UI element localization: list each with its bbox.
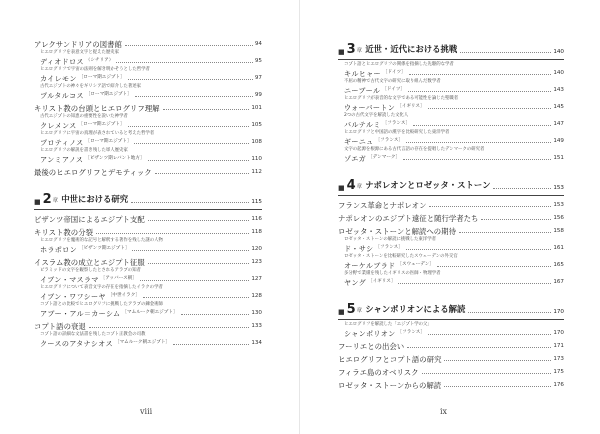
person-name: イブン・ワフシーヤ [40, 291, 106, 301]
person-row [40, 275, 262, 285]
person-region: ［マムルーク朝エジプト］ [114, 340, 171, 346]
person-name: ホラポロン [40, 244, 77, 254]
person-description: コプト語の詳細な文法書を残したコプト正教会の司教 [40, 332, 146, 337]
leader-dots [406, 248, 551, 250]
person-row [40, 57, 262, 67]
page-ref: 115 [251, 199, 262, 205]
toc-section-entry[interactable] [338, 353, 564, 366]
person-row [344, 86, 564, 96]
person-row [344, 329, 564, 339]
section-title: ナポレオンのエジプト遠征と随行学者たち [338, 213, 479, 223]
person-name: クースのアタナシオス [40, 338, 113, 348]
leader-dots [135, 95, 253, 97]
person-name: ディオドロス [40, 56, 84, 66]
toc-person-entry[interactable] [34, 68, 262, 84]
leader-dots [163, 108, 250, 110]
chapter-rule [34, 209, 262, 210]
person-row [344, 137, 564, 147]
person-row [40, 339, 262, 349]
leader-dots [403, 158, 551, 160]
leader-dots [128, 78, 253, 80]
toc-person-entry[interactable] [34, 149, 262, 165]
toc-person-entry[interactable] [34, 85, 262, 101]
leader-dots [406, 141, 551, 143]
leader-dots [173, 343, 249, 345]
person-region: ［中世イラク］ [107, 293, 140, 299]
person-description: ヒエログリフを解読した「エジプト学の父」 [344, 322, 432, 327]
person-row [40, 121, 262, 131]
page-ref: 170 [553, 329, 564, 336]
page-ref: 99 [254, 91, 262, 98]
page-ref: 145 [553, 103, 564, 110]
person-row [40, 74, 262, 84]
leader-dots [140, 279, 249, 281]
person-name: プルタルコス [40, 90, 84, 100]
person-row [344, 261, 564, 271]
person-name: ゾエガ [344, 153, 367, 163]
spacer [34, 179, 262, 188]
person-description: コプト語との比較でヒエログリフに挑戦したアラブの錬金術師 [40, 302, 163, 307]
person-row [40, 245, 262, 255]
leader-dots [422, 372, 552, 374]
person-description: 文字の起源を根源にある古代言語の存在を提唱したデンマークの研究者 [344, 147, 485, 152]
person-description: 2つの古代文字を解読した文化人 [344, 113, 409, 118]
section-title: コプト語の衰退 [34, 321, 86, 331]
page-number: viii [140, 407, 153, 416]
chapter-suffix: 章 [356, 308, 363, 314]
toc-section-entry[interactable] [338, 199, 564, 212]
toc-section-entry[interactable] [338, 366, 564, 379]
person-name: ド・サシ [344, 243, 374, 253]
leader-dots [125, 44, 253, 46]
section-title: ヒエログリフとコプト語の研究 [338, 354, 442, 364]
leader-dots [148, 219, 250, 221]
page-ref: 108 [251, 138, 262, 145]
toc-person-entry[interactable] [34, 51, 262, 67]
page-ref: 127 [251, 275, 262, 282]
person-region: ［フランス］ [375, 245, 403, 251]
leader-dots [131, 201, 249, 203]
section-title: イスラム教の成立とエジプト征服 [34, 257, 145, 267]
page-ref: 149 [553, 137, 564, 144]
person-region: ［ローマ期エジプト］ [78, 75, 125, 81]
person-description: ヒエログリフが表音的な文字である可能性を論じた聖職者 [344, 96, 459, 101]
chapter-heading[interactable] [34, 188, 262, 206]
person-region: ［ローマ期エジプト］ [78, 122, 125, 128]
toc-person-entry[interactable] [338, 63, 564, 79]
person-region: ［イギリス］ [397, 104, 425, 110]
chapter-rule [338, 319, 564, 320]
page-ref: 176 [553, 381, 564, 388]
leader-dots [481, 218, 551, 220]
leader-dots [444, 359, 551, 361]
page-ref: 167 [553, 278, 564, 285]
chapter-mark: ■ [338, 48, 345, 56]
section-title: 最後のヒエログリフとデモティック [34, 167, 152, 177]
page-ref: 143 [553, 86, 564, 93]
chapter-suffix: 章 [356, 48, 363, 54]
person-region: ［ビザンツ期レバント地方］ [85, 156, 145, 162]
leader-dots [468, 311, 551, 313]
person-name: イブン・マスラマ [40, 274, 99, 284]
toc-section-entry[interactable] [34, 166, 262, 179]
toc-person-entry[interactable] [338, 114, 564, 130]
page-ref: 134 [251, 339, 262, 346]
person-region: ［イギリス］ [367, 279, 396, 285]
person-region: ［ドイツ］ [382, 87, 406, 93]
section-title: アレクサンドリアの図書館 [34, 39, 122, 49]
section-title: フランス革命とナポレオン [338, 200, 427, 210]
person-region: ［マムルーク朝エジプト］ [122, 310, 178, 316]
person-description: ヒエログリフに宇宙の真理が表されていると考えた哲学者 [40, 131, 155, 136]
leader-dots [413, 124, 551, 126]
person-description: 古代エジプトの知恵の重要性を説いた神学者 [40, 114, 128, 119]
page-ref: 116 [251, 215, 262, 222]
toc-person-entry[interactable] [338, 255, 564, 271]
person-row [344, 103, 564, 113]
chapter-number: 2 [42, 192, 52, 207]
page-ref: 130 [251, 309, 262, 316]
person-description: コプト語とヒエログリフの関係を指摘した先駆的な学者 [344, 62, 454, 67]
person-row [40, 309, 262, 319]
leader-dots [148, 262, 250, 264]
person-name: ヤング [344, 277, 366, 287]
toc-section-entry[interactable] [34, 213, 262, 226]
toc-person-entry[interactable] [338, 80, 564, 96]
person-row [40, 155, 262, 165]
leader-dots [134, 142, 249, 144]
person-region: ［ローマ期エジプト］ [85, 92, 132, 98]
chapter-suffix: 章 [52, 198, 59, 204]
leader-dots [132, 249, 249, 251]
page-ref: 110 [251, 155, 262, 162]
page-ref: 133 [251, 322, 262, 329]
chapter-title: シャンポリオンによる解読 [365, 304, 466, 314]
chapter-rule [338, 195, 564, 196]
toc-person-entry[interactable] [34, 239, 262, 255]
chapter-title: 近世・近代における挑戦 [365, 44, 458, 54]
leader-dots [429, 205, 551, 207]
toc-person-entry[interactable] [338, 131, 564, 147]
person-description: 多分野で業績を残したイギリスの医師・物理学者 [344, 271, 441, 276]
toc-person-entry[interactable] [34, 303, 262, 319]
section-title: ロゼッタ・ストーンからの解読 [338, 380, 442, 390]
chapter-mark: ■ [34, 198, 41, 206]
leader-dots [116, 61, 253, 63]
person-name: オーケルブラド [344, 260, 396, 270]
page-ref: 118 [251, 228, 262, 235]
leader-dots [428, 107, 552, 109]
person-name: ギーニュ [344, 136, 374, 146]
page-ref: 171 [553, 342, 564, 349]
person-region: ［ローマ期エジプト］ [85, 139, 132, 145]
leader-dots [444, 385, 551, 387]
page-ref: 158 [553, 227, 564, 234]
page-ref: 94 [254, 40, 262, 47]
person-row [40, 91, 262, 101]
toc-person-entry[interactable] [338, 323, 564, 339]
chapter-heading[interactable] [338, 38, 564, 56]
person-description: ヒエログリフを表意文字と捉えた歴史家 [40, 50, 120, 55]
person-name: ニーブール [344, 85, 381, 95]
person-description: 古代エジプトの神々をギリシア語で紹介した著述家 [40, 84, 141, 89]
chapter-number: 4 [346, 178, 356, 193]
page-number: ix [440, 407, 448, 416]
toc-person-entry[interactable] [338, 97, 564, 113]
person-name: バルテルミ [344, 119, 381, 129]
person-name: カイレモン [40, 73, 77, 83]
page-ref: 140 [553, 49, 564, 55]
page-ref: 128 [251, 292, 262, 299]
leader-dots [460, 51, 551, 53]
page-ref: 161 [553, 244, 564, 251]
page-ref: 156 [553, 214, 564, 221]
person-region: ［ドイツ］ [382, 70, 406, 76]
person-region: ［デンマーク］ [368, 155, 401, 161]
person-row [344, 278, 564, 288]
person-row [40, 292, 262, 302]
leader-dots [155, 172, 250, 174]
person-row [344, 69, 564, 79]
chapter-rule [338, 59, 564, 60]
person-region: （シチリア） [85, 58, 114, 64]
page-ref: 170 [553, 309, 564, 315]
page-ref: 147 [553, 120, 564, 127]
leader-dots [181, 313, 250, 315]
chapter-mark: ■ [338, 184, 345, 192]
spacer [338, 165, 564, 174]
page-ref: 105 [251, 121, 262, 128]
page-ref: 165 [553, 261, 564, 268]
page-ref: 153 [553, 185, 564, 191]
page-ref: 120 [251, 245, 262, 252]
person-row [344, 120, 564, 130]
person-description: ヒエログリフを魔術的な記号と解釈する著作を残した謎の人物 [40, 238, 163, 243]
person-name: キルヒャー [344, 68, 381, 78]
leader-dots [143, 296, 249, 298]
page-ref: 173 [553, 355, 564, 362]
toc-person-entry[interactable] [34, 333, 262, 349]
section-title: キリスト教の分裂 [34, 227, 93, 237]
chapter-heading[interactable] [338, 174, 564, 192]
section-title: フーリエとの出会い [338, 341, 405, 351]
page-ref: 101 [251, 104, 262, 111]
section-title: フィラエ島のオベリスク [338, 367, 419, 377]
person-description: ロゼッタ・ストーンの解読に挑戦した東洋学者 [344, 237, 437, 242]
person-region: ［ビザンツ期エジプト］ [78, 246, 130, 252]
right-page [300, 0, 600, 434]
leader-dots [408, 90, 551, 92]
leader-dots [398, 282, 551, 284]
person-row [344, 154, 564, 164]
person-row [344, 244, 564, 254]
person-region: ［アッバース朝］ [100, 276, 137, 282]
person-name: プロティノス [40, 137, 84, 147]
leader-dots [96, 232, 249, 234]
toc-person-entry[interactable] [34, 286, 262, 302]
leader-dots [128, 125, 250, 127]
chapter-number: 3 [346, 42, 356, 57]
section-title: ビザンツ帝国によるエジプト支配 [34, 214, 145, 224]
chapter-mark: ■ [338, 308, 345, 316]
person-description: ヒエログリフと中国語の漢字を比較研究した東洋学者 [344, 130, 450, 135]
person-description: ピラミッドの文字を観察したとされるアラブの知者 [40, 268, 141, 273]
person-region: ［フランス］ [397, 330, 425, 336]
leader-dots [89, 326, 250, 328]
page-ref: 175 [553, 368, 564, 375]
leader-dots [437, 265, 551, 267]
section-title: キリスト教の台頭とヒエログリフ理解 [34, 103, 160, 113]
chapter-number: 5 [346, 302, 356, 317]
chapter-heading[interactable] [338, 298, 564, 316]
person-name: ウォーバートン [344, 102, 396, 112]
leader-dots [409, 73, 552, 75]
person-name: アブー・アル＝カーシム [40, 308, 121, 318]
toc-section-entry[interactable] [338, 379, 564, 392]
chapter-suffix: 章 [356, 184, 363, 190]
page-ref: 123 [251, 258, 262, 265]
toc-person-entry[interactable] [338, 238, 564, 254]
spacer [338, 289, 564, 298]
page-ref: 112 [251, 168, 262, 175]
leader-dots [428, 333, 551, 335]
leader-dots [493, 187, 551, 189]
person-description: ヒエログリフで宇宙の法則を解き明かそうとした哲学者 [40, 67, 150, 72]
left-toc-column [34, 38, 262, 350]
toc-person-entry[interactable] [34, 132, 262, 148]
page-ref: 153 [553, 201, 564, 208]
person-description: ヒエログリフの解説を書き残した軍人歴史家 [40, 148, 128, 153]
page-ref: 151 [553, 154, 564, 161]
toc-person-entry[interactable] [34, 269, 262, 285]
leader-dots [459, 231, 551, 233]
leader-dots [148, 159, 250, 161]
person-description: ロゼッタ・ストーンを比較研究したスウェーデンの外交官 [344, 254, 458, 259]
person-name: クレメンス [40, 120, 77, 130]
toc-section-entry[interactable] [338, 340, 564, 353]
toc-person-entry[interactable] [338, 272, 564, 288]
page-ref: 97 [254, 74, 262, 81]
page-ref: 140 [553, 69, 564, 76]
chapter-title: 中世における研究 [61, 194, 129, 204]
toc-person-entry[interactable] [338, 148, 564, 164]
person-name: アンミアノス [40, 154, 84, 164]
person-region: ［フランス］ [382, 121, 411, 127]
person-region: ［スウェーデン］ [397, 262, 434, 268]
person-region: ［フランス］ [375, 138, 404, 144]
person-name: シャンポリオン [344, 328, 396, 338]
leader-dots [407, 346, 551, 348]
section-title: ロゼッタ・ストーンと解読への期待 [338, 226, 456, 236]
right-toc-column [338, 38, 564, 392]
toc-section-entry[interactable] [338, 212, 564, 225]
person-row [40, 138, 262, 148]
page-ref: 95 [254, 57, 262, 64]
chapter-title: ナポレオンとロゼッタ・ストーン [365, 180, 491, 190]
toc-person-entry[interactable] [34, 115, 262, 131]
person-description: ヒエログリフについて表音文字の存在を指摘したイラクの学者 [40, 285, 163, 290]
person-description: 不屈の精神で古代文字の研究に取り組んだ数学者 [344, 79, 441, 84]
